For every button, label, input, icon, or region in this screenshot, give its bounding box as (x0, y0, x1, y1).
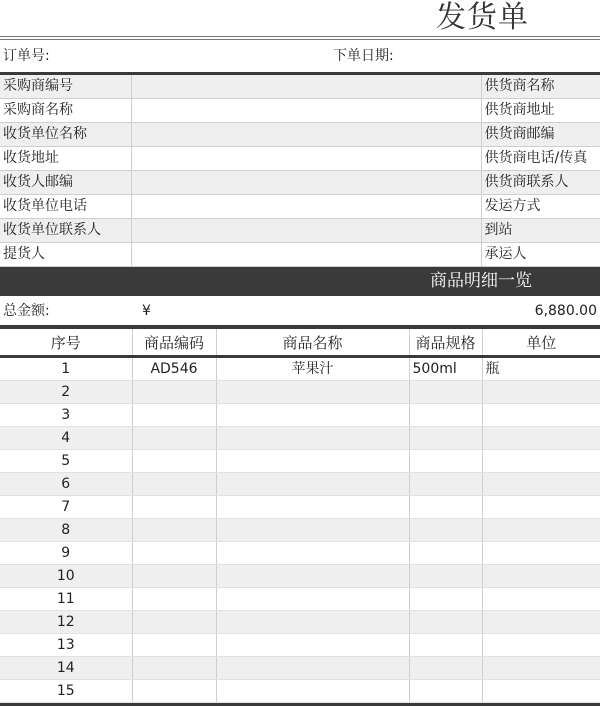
item-name-cell[interactable] (216, 565, 409, 588)
table-row (0, 634, 600, 657)
item-code-cell[interactable] (132, 404, 216, 427)
info-left-label: 收货单位电话 (0, 195, 131, 219)
item-unit-cell[interactable] (482, 634, 600, 657)
item-no-cell: 9 (0, 542, 132, 565)
item-no-cell: 3 (0, 404, 132, 427)
item-spec-cell[interactable] (409, 657, 482, 680)
item-no-cell: 8 (0, 519, 132, 542)
item-unit-cell[interactable] (482, 657, 600, 680)
item-spec-cell[interactable]: 500ml (409, 357, 482, 381)
item-no-cell: 4 (0, 427, 132, 450)
table-row (0, 680, 600, 703)
info-left-label: 收货地址 (0, 147, 131, 171)
currency-symbol: ¥ (142, 303, 151, 319)
item-spec-cell[interactable] (409, 427, 482, 450)
item-unit-cell[interactable] (482, 565, 600, 588)
info-right-label: 供货商名称 (481, 75, 600, 99)
item-unit-cell[interactable] (482, 473, 600, 496)
item-name-cell[interactable] (216, 450, 409, 473)
table-row (0, 519, 600, 542)
info-row (0, 75, 600, 99)
col-header-unit: 单位 (482, 329, 600, 357)
info-row (0, 99, 600, 123)
item-spec-cell[interactable] (409, 634, 482, 657)
item-name-cell[interactable] (216, 588, 409, 611)
info-right-label: 供货商邮编 (481, 123, 600, 147)
item-code-cell[interactable] (132, 634, 216, 657)
item-unit-cell[interactable] (482, 496, 600, 519)
info-value-cell[interactable] (131, 75, 481, 99)
item-name-cell[interactable] (216, 611, 409, 634)
item-unit-cell[interactable] (482, 427, 600, 450)
info-left-label: 收货单位联系人 (0, 219, 131, 243)
title-rule (0, 36, 600, 37)
col-header-name: 商品名称 (216, 329, 409, 357)
item-spec-cell[interactable] (409, 519, 482, 542)
table-row (0, 611, 600, 634)
item-spec-cell[interactable] (409, 473, 482, 496)
document-title: 发货单 (436, 0, 529, 35)
item-code-cell[interactable] (132, 496, 216, 519)
section-band (0, 267, 600, 296)
col-header-spec: 商品规格 (409, 329, 482, 357)
item-no-cell: 11 (0, 588, 132, 611)
info-row (0, 243, 600, 267)
item-unit-cell[interactable] (482, 611, 600, 634)
section-title: 商品明细一览 (430, 271, 532, 291)
item-name-cell[interactable] (216, 473, 409, 496)
item-no-cell: 7 (0, 496, 132, 519)
info-row (0, 147, 600, 171)
info-left-label: 采购商名称 (0, 99, 131, 123)
item-no-cell: 10 (0, 565, 132, 588)
info-right-label: 供货商地址 (481, 99, 600, 123)
item-code-cell[interactable]: AD546 (132, 357, 216, 381)
info-table (0, 75, 600, 267)
item-spec-cell[interactable] (409, 496, 482, 519)
item-code-cell[interactable] (132, 565, 216, 588)
info-right-label: 承运人 (481, 243, 600, 267)
info-left-label: 收货人邮编 (0, 171, 131, 195)
item-no-cell: 12 (0, 611, 132, 634)
item-code-cell[interactable] (132, 680, 216, 703)
item-unit-cell[interactable] (482, 519, 600, 542)
item-spec-cell[interactable] (409, 680, 482, 703)
info-row (0, 171, 600, 195)
item-unit-cell[interactable] (482, 680, 600, 703)
info-value-cell[interactable] (131, 123, 481, 147)
item-name-cell[interactable] (216, 404, 409, 427)
item-no-cell: 2 (0, 381, 132, 404)
item-name-cell[interactable] (216, 496, 409, 519)
item-name-cell[interactable] (216, 657, 409, 680)
item-name-cell[interactable] (216, 542, 409, 565)
info-right-label: 供货商电话/传真 (481, 147, 600, 171)
col-header-no: 序号 (0, 329, 132, 357)
total-amount: 6,880.00 (534, 303, 597, 319)
item-spec-cell[interactable] (409, 381, 482, 404)
order-row (0, 40, 600, 72)
table-row (0, 427, 600, 450)
info-row (0, 123, 600, 147)
info-value-cell[interactable] (131, 195, 481, 219)
items-header-row (0, 329, 600, 357)
info-left-label: 采购商编号 (0, 75, 131, 99)
order-number-label: 订单号: (3, 48, 50, 64)
item-unit-cell[interactable] (482, 450, 600, 473)
item-code-cell[interactable] (132, 450, 216, 473)
item-no-cell: 1 (0, 357, 132, 381)
table-row (0, 450, 600, 473)
table-row (0, 657, 600, 680)
table-row (0, 473, 600, 496)
item-no-cell: 13 (0, 634, 132, 657)
item-name-cell[interactable] (216, 427, 409, 450)
info-row (0, 195, 600, 219)
table-row (0, 588, 600, 611)
items-table (0, 329, 600, 703)
item-unit-cell[interactable] (482, 542, 600, 565)
item-unit-cell[interactable] (482, 588, 600, 611)
info-value-cell[interactable] (131, 99, 481, 123)
info-right-label: 发运方式 (481, 195, 600, 219)
total-label: 总金额: (3, 303, 50, 319)
item-spec-cell[interactable] (409, 450, 482, 473)
item-code-cell[interactable] (132, 381, 216, 404)
info-row (0, 219, 600, 243)
item-spec-cell[interactable] (409, 611, 482, 634)
item-unit-cell[interactable] (482, 404, 600, 427)
table-row (0, 542, 600, 565)
table-row (0, 404, 600, 427)
item-no-cell: 15 (0, 680, 132, 703)
item-name-cell[interactable] (216, 381, 409, 404)
item-no-cell: 14 (0, 657, 132, 680)
item-spec-cell[interactable] (409, 542, 482, 565)
col-header-code: 商品编码 (132, 329, 216, 357)
item-code-cell[interactable] (132, 473, 216, 496)
order-date-label: 下单日期: (333, 48, 394, 64)
info-left-label: 提货人 (0, 243, 131, 267)
item-code-cell[interactable] (132, 611, 216, 634)
item-code-cell[interactable] (132, 657, 216, 680)
item-name-cell[interactable] (216, 519, 409, 542)
item-name-cell[interactable]: 苹果汁 (216, 357, 409, 381)
item-no-cell: 6 (0, 473, 132, 496)
item-code-cell[interactable] (132, 588, 216, 611)
table-row (0, 496, 600, 519)
info-value-cell[interactable] (131, 219, 481, 243)
item-spec-cell[interactable] (409, 588, 482, 611)
info-left-label: 收货单位名称 (0, 123, 131, 147)
item-code-cell[interactable] (132, 519, 216, 542)
total-row (0, 297, 600, 325)
item-code-cell[interactable] (132, 427, 216, 450)
table-row (0, 357, 600, 381)
item-unit-cell[interactable] (482, 381, 600, 404)
table-row (0, 565, 600, 588)
item-code-cell[interactable] (132, 542, 216, 565)
info-value-cell[interactable] (131, 243, 481, 267)
item-spec-cell[interactable] (409, 404, 482, 427)
item-spec-cell[interactable] (409, 565, 482, 588)
item-no-cell: 5 (0, 450, 132, 473)
info-value-cell[interactable] (131, 171, 481, 195)
table-row (0, 381, 600, 404)
info-right-label: 供货商联系人 (481, 171, 600, 195)
item-name-cell[interactable] (216, 634, 409, 657)
info-right-label: 到站 (481, 219, 600, 243)
item-unit-cell[interactable]: 瓶 (482, 357, 600, 381)
item-name-cell[interactable] (216, 680, 409, 703)
info-value-cell[interactable] (131, 147, 481, 171)
